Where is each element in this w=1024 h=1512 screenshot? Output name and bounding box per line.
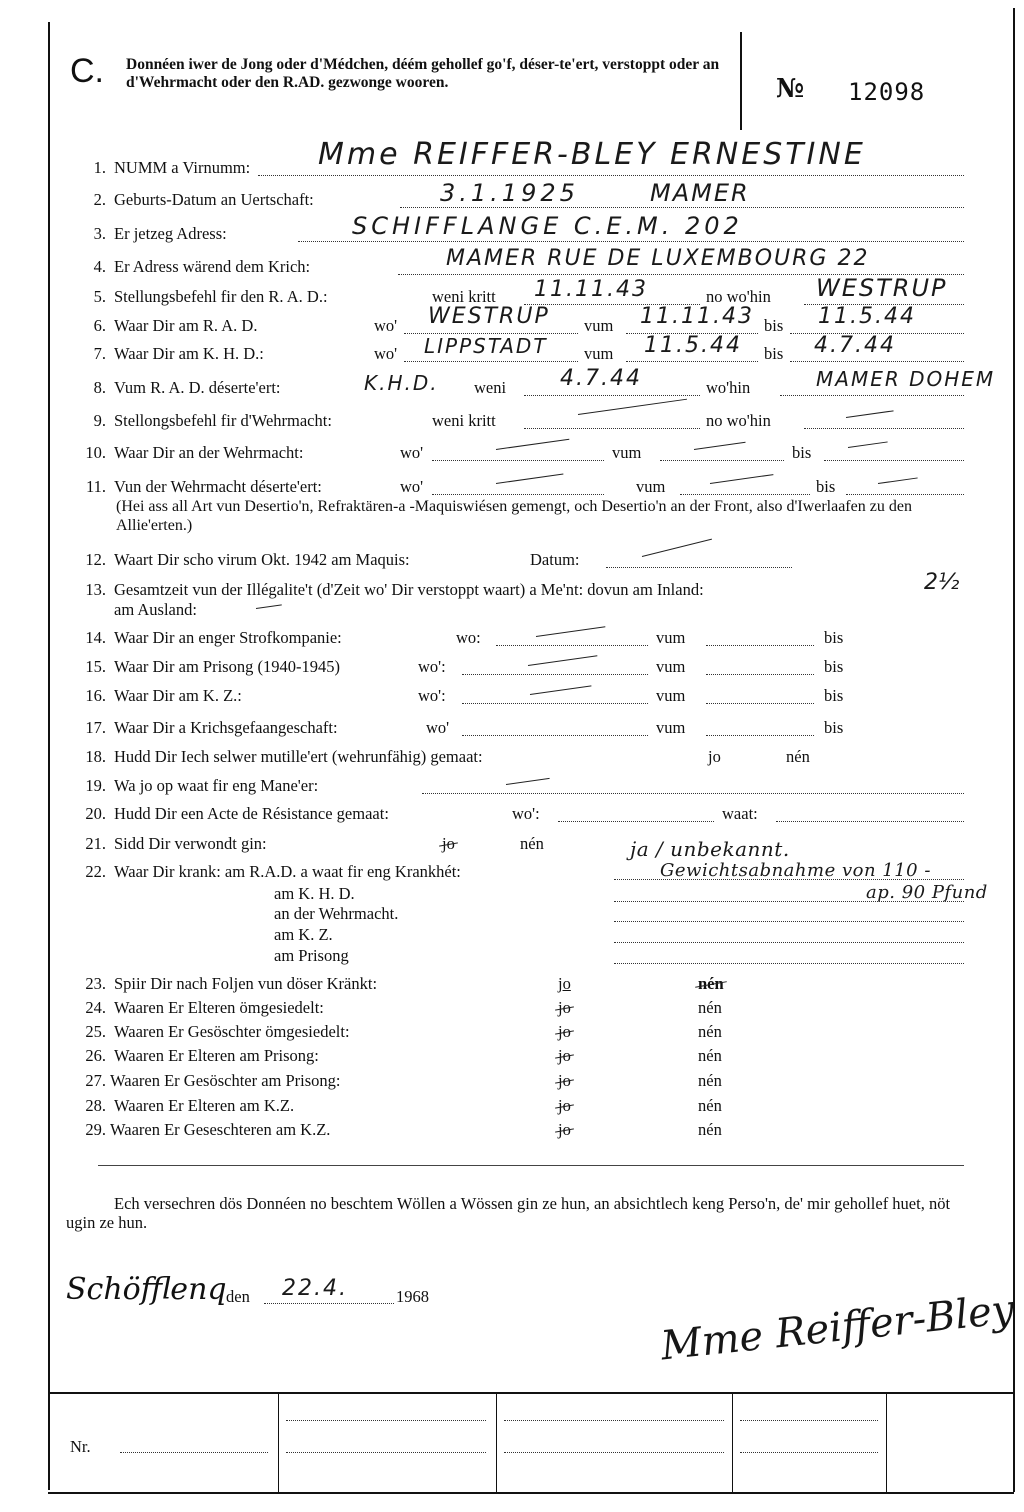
handwritten-desertion-place: MAMER DOHEM [816, 367, 996, 391]
dash-mark [642, 539, 712, 557]
fill-line [558, 821, 714, 822]
wo-label: wo' [426, 718, 450, 737]
bis-label: bis [764, 344, 784, 363]
signing-year: 1968 [396, 1287, 429, 1306]
vum-label: vum [584, 344, 614, 363]
dash-mark [528, 655, 597, 666]
item-label: Waar Dir am R. A. D. [114, 316, 258, 335]
item-number: 27. [85, 1071, 106, 1090]
item-number: 28. [85, 1096, 106, 1115]
item-row-28 [0, 1096, 1024, 1116]
footer-column-divider [886, 1392, 887, 1492]
wo-label: wo' [374, 316, 398, 335]
fill-line [606, 567, 792, 568]
footer-fill-line [504, 1420, 724, 1421]
footer-nr-label: Nr. [70, 1437, 91, 1456]
handwritten-illness-weight: ap. 90 Pfund [866, 882, 988, 903]
fill-line [614, 963, 964, 964]
footer-fill-line [286, 1452, 486, 1453]
fill-line [824, 460, 964, 461]
dash-mark [694, 442, 746, 450]
weni-label: weni kritt [432, 287, 496, 306]
footer-column-divider [732, 1392, 733, 1492]
bis-label: bis [824, 686, 844, 705]
item-label: Stellungsbefehl fir den R. A. D.: [114, 287, 328, 306]
fill-line [780, 395, 964, 396]
item-label: Hudd Dir Iech selwer mutille'ert (wehrunfähig) gemaat: [114, 747, 483, 766]
item-label: NUMM a Virnumm: [114, 158, 251, 177]
handwritten-current-address: SCHIFFLANGE C.E.M. 202 [352, 212, 743, 240]
dash-mark [256, 604, 282, 609]
item-number: 13. [85, 580, 106, 599]
handwritten-khd-to: 4.7.44 [814, 333, 896, 358]
item-number: 17. [85, 718, 106, 737]
bis-label: bis [824, 628, 844, 647]
fill-line [706, 645, 814, 646]
weni-label: weni [474, 378, 507, 397]
item-label: Waart Dir scho virum Okt. 1942 am Maquis: [114, 550, 410, 569]
item-label: Waar Dir am K. H. D.: [114, 344, 264, 363]
item-number: 23. [85, 974, 106, 993]
handwritten-illness-status: ja / unbekannt. [630, 837, 790, 861]
handwritten-birth-place: MAMER [650, 179, 750, 207]
nen-option: nén [698, 998, 722, 1017]
item-number: 16. [85, 686, 106, 705]
item-number: 29. [85, 1120, 106, 1139]
wohin-label: no wo'hin [706, 287, 771, 306]
nen-option-struck: nén [698, 974, 724, 993]
item-label: Stellongsbefehl fir d'Wehrmacht: [114, 411, 332, 430]
frame-left-border [48, 22, 50, 1490]
bis-label: bis [824, 657, 844, 676]
dash-mark [710, 474, 774, 484]
fill-line [462, 735, 648, 736]
item-number: 6. [93, 316, 106, 335]
fill-line [400, 207, 964, 208]
date-fill-line [264, 1303, 394, 1304]
wo-label: wo': [512, 804, 540, 823]
nen-option: nén [698, 1071, 722, 1090]
fill-line [614, 921, 964, 922]
footer-fill-line [286, 1420, 486, 1421]
item-number: 21. [85, 834, 106, 853]
form-number: 12098 [848, 78, 926, 106]
desertion-note: (Hei ass all Art vun Desertio'n, Refraktären-a -Maquiswiésen gemengt, och Desertio'n an der Front, also d'Iwerlaafen zu den Allie'erten.) [116, 498, 912, 534]
handwritten-khd-place: LIPPSTADT [424, 334, 548, 358]
item-label: Hudd Dir een Acte de Résistance gemaat: [114, 804, 389, 823]
item-label: Waar Dir an der Wehrmacht: [114, 443, 304, 462]
item-label: Vum R. A. D. déserte'ert: [114, 378, 281, 397]
bis-label: bis [764, 316, 784, 335]
item-number: 4. [93, 257, 106, 276]
wo-label: wo': [418, 686, 446, 705]
fill-line [706, 735, 814, 736]
fill-line [706, 703, 814, 704]
handwritten-rad-from: 11.11.43 [640, 304, 754, 329]
footer-fill-line [740, 1420, 878, 1421]
fill-line [432, 460, 604, 461]
fill-line [524, 428, 700, 429]
item-row-25 [0, 1022, 1024, 1042]
fill-line [790, 361, 964, 362]
vum-label: vum [584, 316, 614, 335]
nen-option: nén [520, 834, 544, 853]
footer-table-top-rule [48, 1392, 1014, 1394]
fill-line [660, 460, 784, 461]
item-number: 26. [85, 1046, 106, 1065]
item-number: 19. [85, 776, 106, 795]
item-number: 11. [85, 477, 106, 496]
handwritten-signing-date: 22.4. [282, 1276, 348, 1301]
nen-option: nén [698, 1096, 722, 1115]
weni-label: weni kritt [432, 411, 496, 430]
item-number: 25. [85, 1022, 106, 1041]
item-label: Waaren Er Gesöschter am Prisong: [110, 1071, 341, 1090]
sub-label-khd: am K. H. D. [274, 884, 355, 903]
handwritten-illness-detail: Gewichtsabnahme von 110 - [660, 860, 931, 881]
nen-option: nén [786, 747, 810, 766]
vum-label: vum [636, 477, 666, 496]
handwritten-khd-from: 11.5.44 [644, 333, 742, 358]
item-number: 20. [85, 804, 106, 823]
item-label: Sidd Dir verwondt gin: [114, 834, 267, 853]
header-divider [740, 32, 742, 130]
dash-mark [846, 410, 894, 418]
jo-option-underlined: jo [558, 974, 571, 993]
sub-label-prisong: am Prisong [274, 946, 349, 965]
handwritten-signing-place: Schöfflenq [66, 1272, 227, 1307]
item-number: 5. [93, 287, 106, 306]
fill-line [462, 703, 648, 704]
jo-option: jo [708, 747, 721, 766]
item-row-24 [0, 998, 1024, 1018]
fill-line [432, 494, 604, 495]
jo-option-struck: jo [558, 1120, 571, 1139]
handwritten-rad-to: 11.5.44 [818, 304, 916, 329]
jo-option-struck: jo [558, 1071, 571, 1090]
nen-option: nén [698, 1022, 722, 1041]
fill-line [422, 793, 964, 794]
item-label: Waar Dir an enger Strofkompanie: [114, 628, 342, 647]
item-label: Waar Dir a Krichsgefaangeschaft: [114, 718, 338, 737]
vum-label: vum [612, 443, 642, 462]
wo-label: wo' [374, 344, 398, 363]
item-label: Geburts-Datum an Uertschaft: [114, 190, 314, 209]
item-label: Er jetzeg Adress: [114, 224, 227, 243]
bis-label: bis [792, 443, 812, 462]
nen-option: nén [698, 1046, 722, 1065]
item-label: Waar Dir am Prisong (1940-1945) [114, 657, 340, 676]
fill-line [462, 674, 648, 675]
fill-line [846, 494, 964, 495]
dash-mark [536, 626, 605, 637]
item-label: Er Adress wärend dem Krich: [114, 257, 311, 276]
handwritten-birth-date: 3.1.1925 [440, 179, 579, 207]
dash-mark [578, 399, 687, 415]
footer-column-divider [278, 1392, 279, 1492]
sub-label-wehrmacht: an der Wehrmacht. [274, 904, 399, 923]
item-label: Waaren Er Elteren am Prisong: [114, 1046, 319, 1065]
fill-line [776, 821, 964, 822]
item-label: Gesamtzeit vun der Illégalite't (d'Zeit wo' Dir verstoppt waart) a Me'nt: dovun am Inland: [114, 580, 704, 599]
dash-mark [878, 477, 918, 484]
frame-right-border [1013, 8, 1015, 1492]
item-label: Waaren Er Elteren am K.Z. [114, 1096, 295, 1115]
item-row-27 [0, 1071, 1024, 1091]
ausland-label: am Ausland: [114, 600, 197, 619]
section-heading: Donnéen iwer de Jong oder d'Médchen, déém gehollef go'f, déser-te'ert, verstoppt oder an d'Wehrmacht oder den R.AD. gezwonge wooren. [126, 56, 720, 91]
item-row-23 [0, 974, 1024, 994]
item-number: 9. [93, 411, 106, 430]
handwritten-deserted-from: K.H.D. [364, 371, 439, 395]
wo-label: wo': [418, 657, 446, 676]
wohin-label: no wo'hin [706, 411, 771, 430]
handwritten-rad-place: WESTRUP [428, 304, 550, 329]
item-label: Waar Dir am K. Z.: [114, 686, 242, 705]
fill-line [298, 241, 964, 242]
handwritten-war-address: MAMER RUE DE LUXEMBOURG 22 [446, 246, 870, 271]
item-number: 22. [85, 862, 106, 881]
fill-line [804, 428, 964, 429]
item-number: 24. [85, 998, 106, 1017]
sub-label-kz: am K. Z. [274, 925, 333, 944]
fill-line [496, 645, 648, 646]
footer-fill-line [740, 1452, 878, 1453]
nen-option: nén [698, 1120, 722, 1139]
bis-label: bis [816, 477, 836, 496]
waat-label: waat: [722, 804, 758, 823]
datum-label: Datum: [530, 550, 580, 569]
dash-mark [496, 474, 563, 484]
jo-option-struck: jo [558, 998, 571, 1017]
fill-line [404, 361, 578, 362]
item-number: 10. [85, 443, 106, 462]
item-number: 2. [93, 190, 106, 209]
fill-line [258, 175, 964, 176]
handwritten-order-place: WESTRUP [816, 274, 948, 302]
item-number: 8. [93, 378, 106, 397]
item-number: 18. [85, 747, 106, 766]
jo-option-struck: jo [558, 1096, 571, 1115]
footer-column-divider [496, 1392, 497, 1492]
item-label: Spiir Dir nach Foljen vun döser Kränkt: [114, 974, 378, 993]
item-label: Waar Dir krank: am R.A.D. a waat fir eng Krankhét: [114, 862, 461, 881]
item-number: 15. [85, 657, 106, 676]
fill-line [680, 494, 810, 495]
dash-mark [530, 685, 592, 695]
item-number: 1. [93, 158, 106, 177]
fill-line [626, 361, 758, 362]
dash-mark [496, 439, 569, 450]
section-separator [98, 1165, 964, 1166]
item-number: 12. [85, 550, 106, 569]
jo-option-struck: jo [558, 1046, 571, 1065]
footer-fill-line [504, 1452, 724, 1453]
den-label: den [226, 1287, 250, 1306]
vum-label: vum [656, 628, 686, 647]
vum-label: vum [656, 718, 686, 737]
dash-mark [506, 778, 550, 785]
bis-label: bis [824, 718, 844, 737]
item-label: Waaren Er Gesöschter ömgesiedelt: [114, 1022, 350, 1041]
jo-option-struck: jo [442, 834, 455, 853]
number-sign: № [776, 74, 805, 104]
wohin-label: wo'hin [706, 378, 751, 397]
wo-label: wo' [400, 477, 424, 496]
vum-label: vum [656, 657, 686, 676]
handwritten-desertion-date: 4.7.44 [560, 366, 642, 391]
handwritten-name: Mme REIFFER-BLEY ERNESTINE [318, 137, 866, 172]
wo-label: wo: [456, 628, 481, 647]
dash-mark [848, 441, 888, 448]
item-label: Waaren Er Elteren ömgesiedelt: [114, 998, 324, 1017]
section-letter: C. [70, 52, 104, 90]
item-number: 14. [85, 628, 106, 647]
item-label: Waaren Er Geseschteren am K.Z. [110, 1120, 331, 1139]
handwritten-order-date: 11.11.43 [534, 277, 648, 302]
vum-label: vum [656, 686, 686, 705]
declaration-text: Ech versechren dös Donnéen no beschtem Wöllen a Wössen gin ze hun, an absichtlech keng Perso'n, de' mir gehollef huet, nöt ugin ze hun. [66, 1194, 951, 1232]
wo-label: wo' [400, 443, 424, 462]
handwritten-inland-months: 2½ [924, 570, 960, 595]
frame-bottom-border [48, 1492, 1014, 1494]
item-label: Vun der Wehrmacht déserte'ert: [114, 477, 322, 496]
jo-option-struck: jo [558, 1022, 571, 1041]
item-label: Wa jo op waat fir eng Mane'er: [114, 776, 319, 795]
item-row-21 [0, 834, 1024, 854]
item-number: 7. [93, 344, 106, 363]
item-number: 3. [93, 224, 106, 243]
item-row-26 [0, 1046, 1024, 1066]
item-row-29 [0, 1120, 1024, 1140]
footer-fill-line [120, 1452, 268, 1453]
fill-line [614, 942, 964, 943]
fill-line [706, 674, 814, 675]
signature: Mme Reiffer-Bley [658, 1286, 1017, 1370]
fill-line [524, 395, 700, 396]
